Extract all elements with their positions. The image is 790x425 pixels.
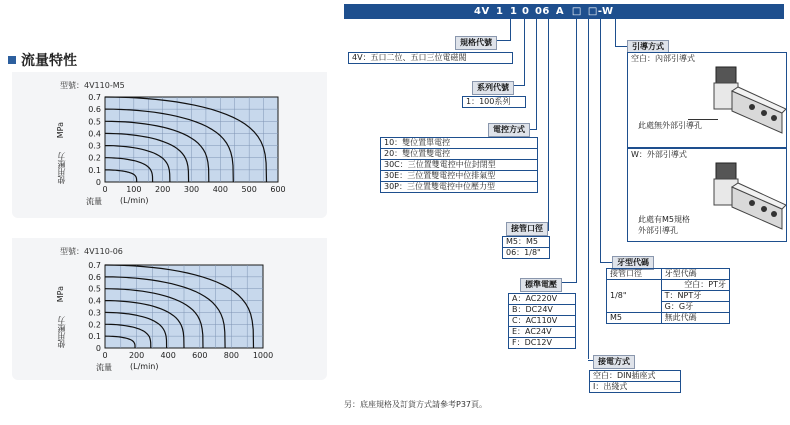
valve-external-icon bbox=[702, 157, 786, 239]
control-box bbox=[380, 137, 538, 193]
series-label: 系列代號 bbox=[472, 81, 514, 95]
code-part-0: 0 bbox=[521, 6, 530, 17]
code-part-1b: 1 bbox=[509, 6, 518, 17]
pilot-external-note2: 外部引導孔 bbox=[638, 226, 678, 235]
control-row-30c: 30C：三位置雙電控中位封閉型 bbox=[381, 160, 537, 171]
x-tick-label: 200 bbox=[155, 185, 171, 194]
voltage-row-e: E：AC24V bbox=[509, 327, 575, 338]
voltage-row-a: A：AC220V bbox=[509, 294, 575, 305]
thread-row-pt: 空白：PT牙 bbox=[661, 280, 729, 291]
pilot-external-text: W：外部引導式 bbox=[631, 150, 687, 159]
voltage-box bbox=[508, 293, 576, 349]
y-tick-label: 0.1 bbox=[88, 332, 101, 342]
chart1-ylabel-unit: MPa bbox=[56, 122, 65, 139]
thread-row-npt: T：NPT牙 bbox=[661, 291, 729, 302]
voltage-label: 標準電壓 bbox=[520, 278, 562, 292]
code-part-06: 06 bbox=[534, 6, 550, 17]
spec-label: 規格代號 bbox=[455, 36, 497, 50]
y-tick-label: 0.4 bbox=[88, 296, 101, 306]
x-tick-label: 300 bbox=[183, 185, 200, 194]
y-tick-label: 0.7 bbox=[88, 261, 101, 270]
control-row-30p: 30P：三位置雙電控中位壓力型 bbox=[384, 182, 496, 191]
code-part-a: A bbox=[555, 6, 565, 17]
thread-table bbox=[606, 268, 730, 324]
y-tick-label: 0.6 bbox=[88, 272, 101, 282]
chart2-ylabel: 使用壓力 bbox=[57, 316, 66, 348]
y-tick-label: 0.2 bbox=[88, 320, 101, 330]
section-title bbox=[8, 50, 77, 70]
y-tick-label: 0 bbox=[95, 344, 101, 353]
thread-row-g: G：G牙 bbox=[661, 302, 729, 313]
thread-row-none: 無此代碼 bbox=[661, 313, 729, 324]
thread-header-code: 牙型代碼 bbox=[661, 269, 729, 280]
wiring-row-lead: I：出綫式 bbox=[593, 382, 628, 391]
thread-label: 牙型代碼 bbox=[612, 256, 654, 270]
control-label: 電控方式 bbox=[488, 123, 530, 137]
footnote: 另：底座規格及訂貨方式請參考P37頁。 bbox=[344, 400, 488, 409]
y-tick-label: 0.2 bbox=[88, 153, 101, 163]
pilot-internal-box bbox=[627, 52, 787, 148]
control-row-10: 10：雙位置單電控 bbox=[381, 138, 537, 149]
chart1-xlabel: 流量 bbox=[86, 197, 102, 206]
wiring-row-din: 空白：DIN插座式 bbox=[590, 371, 680, 382]
chart2-ylabel-unit: MPa bbox=[56, 286, 65, 303]
x-tick-label: 500 bbox=[241, 185, 257, 194]
code-part-w: □-W bbox=[587, 6, 614, 17]
y-tick-label: 0.1 bbox=[88, 165, 101, 175]
x-tick-label: 200 bbox=[128, 351, 145, 360]
wiring-label: 接電方式 bbox=[593, 355, 635, 369]
port-label: 接管口徑 bbox=[506, 222, 548, 236]
y-tick-label: 0.3 bbox=[88, 141, 101, 151]
pilot-external-note1: 此處有M5規格 bbox=[638, 215, 690, 224]
x-tick-label: 400 bbox=[160, 351, 176, 360]
spec-value: 4V：五口二位、五口三位電磁閥 bbox=[352, 53, 467, 62]
port-row-m5: M5：M5 bbox=[503, 237, 549, 248]
chart2-xlabel: 流量 bbox=[96, 363, 112, 372]
x-tick-label: 400 bbox=[212, 185, 228, 194]
thread-size-18: 1/8" bbox=[607, 280, 662, 313]
chart2-model: 型號：4V110-06 bbox=[60, 247, 123, 256]
model-code bbox=[474, 4, 614, 19]
valve-internal-icon bbox=[702, 61, 786, 143]
x-tick-label: 800 bbox=[223, 351, 240, 360]
chart1-ylabel: 使用壓力 bbox=[57, 152, 66, 184]
pilot-label: 引導方式 bbox=[627, 40, 669, 54]
y-tick-label: 0.4 bbox=[88, 129, 101, 139]
pilot-internal-text: 空白：內部引導式 bbox=[631, 54, 695, 63]
chart1-xunit: (L/min) bbox=[120, 196, 149, 205]
x-tick-label: 0 bbox=[102, 185, 108, 194]
port-box bbox=[502, 236, 550, 259]
wiring-box bbox=[589, 370, 681, 393]
pilot-external-box bbox=[627, 148, 787, 242]
voltage-row-f: F：DC12V bbox=[512, 338, 552, 347]
y-tick-label: 0.5 bbox=[88, 284, 101, 294]
y-tick-label: 0.6 bbox=[88, 105, 101, 115]
x-tick-label: 0 bbox=[102, 351, 108, 360]
port-row-06: 06：1/8" bbox=[506, 248, 541, 257]
code-part-1a: 1 bbox=[495, 6, 504, 17]
series-value: 1：100系列 bbox=[466, 97, 511, 106]
x-tick-label: 1000 bbox=[252, 351, 274, 360]
chart2-xunit: (L/min) bbox=[130, 362, 159, 371]
chart-panel-m5 bbox=[12, 72, 327, 218]
chart1-model: 型號：4V110-M5 bbox=[60, 81, 125, 90]
y-tick-label: 0.5 bbox=[88, 117, 101, 127]
x-tick-label: 600 bbox=[192, 351, 208, 360]
pilot-internal-note: 此處無外部引導孔 bbox=[638, 121, 702, 130]
thread-size-m5: M5 bbox=[607, 313, 662, 324]
thread-header-port: 接管口徑 bbox=[607, 269, 662, 280]
series-box bbox=[462, 96, 526, 108]
code-part-4v: 4V bbox=[474, 6, 490, 17]
code-part-box: □ bbox=[571, 6, 582, 17]
bullet-square-icon bbox=[8, 56, 16, 64]
chart2-svg bbox=[12, 238, 327, 380]
spec-box bbox=[348, 52, 513, 64]
control-row-30e: 30E：三位置雙電控中位排氣型 bbox=[381, 171, 537, 182]
y-tick-label: 0 bbox=[95, 178, 101, 187]
x-tick-label: 600 bbox=[270, 185, 286, 194]
y-tick-label: 0.7 bbox=[88, 93, 101, 102]
chart-panel-06 bbox=[12, 238, 327, 380]
voltage-row-b: B：DC24V bbox=[509, 305, 575, 316]
section-title-text: 流量特性 bbox=[21, 53, 77, 69]
y-tick-label: 0.3 bbox=[88, 308, 101, 318]
control-row-20: 20：雙位置雙電控 bbox=[381, 149, 537, 160]
chart1-svg bbox=[12, 72, 327, 218]
x-tick-label: 100 bbox=[126, 185, 142, 194]
voltage-row-c: C：AC110V bbox=[509, 316, 575, 327]
